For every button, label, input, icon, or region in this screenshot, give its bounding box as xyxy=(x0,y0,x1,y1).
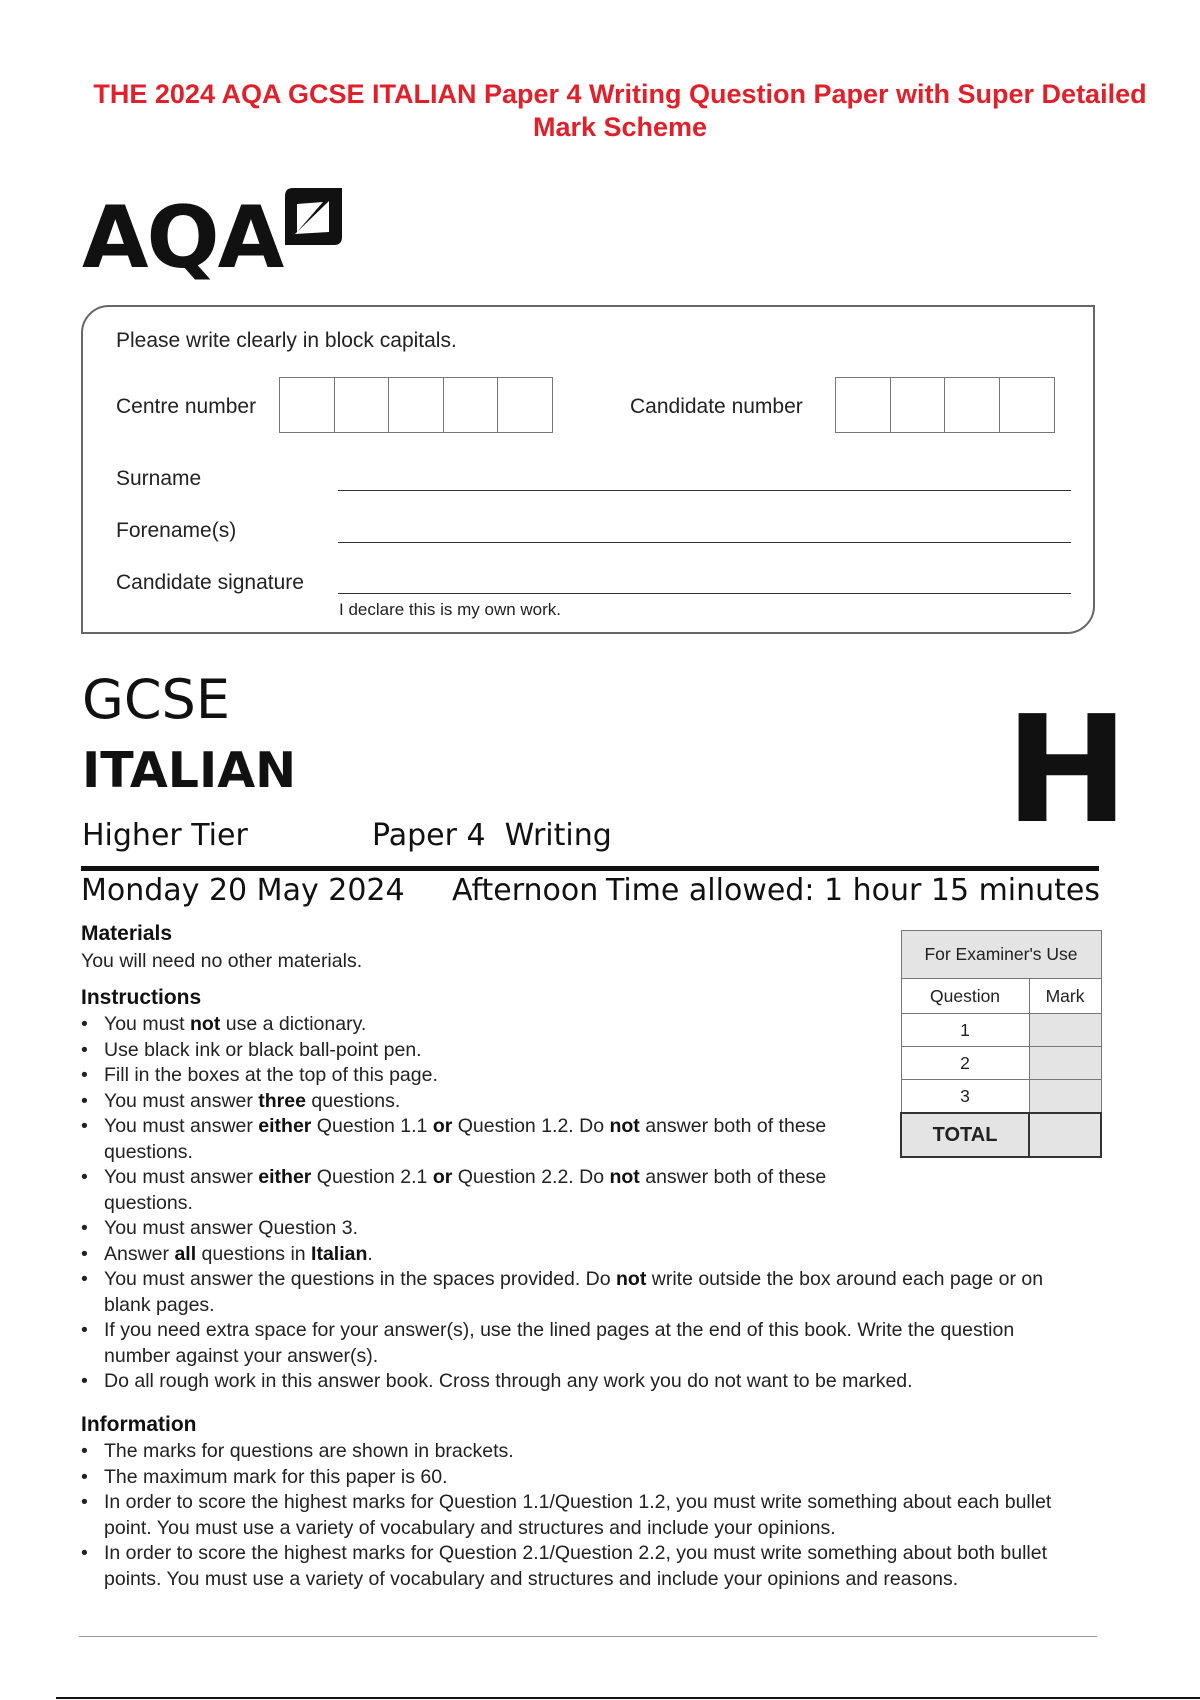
candidate-details-box xyxy=(81,305,1095,634)
tier-label: Higher Tier xyxy=(82,818,248,853)
candidate-number-boxes[interactable] xyxy=(835,377,1053,433)
candidate-number-label: Candidate number xyxy=(630,395,803,418)
signature-line[interactable] xyxy=(338,593,1071,594)
instruction-emphasis: not xyxy=(190,1013,221,1035)
instruction-text: You must answer xyxy=(104,1166,259,1188)
forename-line[interactable] xyxy=(338,542,1071,543)
examiner-table-title: For Examiner's Use xyxy=(901,931,1101,979)
exam-date: Monday 20 May 2024 xyxy=(81,873,405,908)
instruction-emphasis: either xyxy=(258,1115,312,1137)
instruction-item xyxy=(81,1267,1081,1318)
instruction-text: Question 2.1 xyxy=(311,1166,433,1188)
instruction-text: use a dictionary. xyxy=(220,1013,367,1035)
table-row xyxy=(901,1047,1101,1080)
instruction-emphasis: either xyxy=(258,1166,312,1188)
mark-column-header: Mark xyxy=(1029,979,1101,1014)
total-row xyxy=(901,1113,1101,1157)
table-row xyxy=(901,1014,1101,1047)
instruction-emphasis: not xyxy=(609,1115,640,1137)
block-capitals-instruction: Please write clearly in block capitals. xyxy=(116,329,457,352)
instruction-emphasis: all xyxy=(174,1242,197,1265)
instruction-text: Fill in the boxes at the top of this page. xyxy=(104,1064,438,1086)
aqa-logo-mark-icon xyxy=(285,188,342,245)
question-number-cell: 3 xyxy=(901,1080,1029,1114)
paper-label: Paper 4 Writing xyxy=(372,818,612,853)
mark-cell xyxy=(1029,1047,1101,1080)
instruction-text: Question 1.2. Do xyxy=(452,1115,610,1137)
banner-line-2: Mark Scheme xyxy=(532,112,708,142)
total-mark-cell xyxy=(1029,1113,1101,1157)
aqa-logo xyxy=(82,188,352,288)
total-label: TOTAL xyxy=(901,1113,1029,1157)
table-row xyxy=(901,1080,1101,1114)
instruction-emphasis: Italian xyxy=(311,1242,368,1265)
subject-title: ITALIAN xyxy=(82,742,297,799)
instruction-emphasis: or xyxy=(432,1166,453,1188)
information-item: • In order to score the highest marks for Question 1.1/Question 1.2, you must write something about each bullet point. You must use a variety of vocabulary and structures and include your opinions. xyxy=(81,1490,1081,1541)
banner-line-1: THE 2024 AQA GCSE ITALIAN Paper 4 Writing Question Paper with Super Detailed xyxy=(93,79,1147,109)
centre-number-cell[interactable] xyxy=(334,377,390,433)
qualification-title: GCSE xyxy=(82,668,230,731)
instruction-text: You must answer xyxy=(104,1089,259,1112)
page-bottom-edge xyxy=(56,1697,1200,1699)
instruction-text: You must answer the questions in the spaces provided. Do xyxy=(104,1268,616,1290)
instruction-text: You must answer Question 3. xyxy=(104,1217,359,1239)
instruction-text: write outside the box around each page or on blank pages. xyxy=(104,1268,1044,1316)
exam-session: Afternoon xyxy=(452,873,599,908)
centre-number-label: Centre number xyxy=(116,395,257,418)
instruction-item xyxy=(81,1369,1081,1395)
instruction-text: Answer xyxy=(104,1242,175,1265)
centre-number-boxes[interactable] xyxy=(279,377,552,433)
instruction-text: Question 1.1 xyxy=(311,1115,433,1137)
materials-text: You will need no other materials. xyxy=(81,950,363,972)
examiner-use-table xyxy=(900,930,1102,1158)
instruction-emphasis: or xyxy=(432,1115,453,1137)
instruction-emphasis: not xyxy=(609,1166,640,1188)
information-item: • The maximum mark for this paper is 60. xyxy=(81,1465,1081,1491)
information-item: • The marks for questions are shown in brackets. xyxy=(81,1439,1081,1465)
declaration-text: I declare this is my own work. xyxy=(339,600,562,619)
candidate-number-cell[interactable] xyxy=(999,377,1055,433)
instruction-item xyxy=(81,1216,1081,1242)
surname-label: Surname xyxy=(116,467,202,490)
instruction-item xyxy=(81,1242,1081,1268)
instruction-text: questions. xyxy=(305,1089,401,1112)
information-list xyxy=(81,1439,1081,1592)
instruction-text: Question 2.2. Do xyxy=(452,1166,610,1188)
header-divider xyxy=(81,866,1099,871)
centre-number-cell[interactable] xyxy=(443,377,499,433)
document-banner-title xyxy=(0,78,1200,144)
information-item: • In order to score the highest marks for Question 2.1/Question 2.2, you must write something about both bullet points. You must use a variety of vocabulary and structures and include your opinions and reasons. xyxy=(81,1541,1081,1592)
signature-label: Candidate signature xyxy=(116,571,304,594)
instruction-text: If you need extra space for your answer(s), use the lined pages at the end of this book. Write the question number against your answer(s). xyxy=(104,1319,1015,1367)
instruction-text: questions in xyxy=(196,1242,312,1265)
mark-cell xyxy=(1029,1080,1101,1114)
candidate-number-cell[interactable] xyxy=(944,377,1000,433)
mark-cell xyxy=(1029,1014,1101,1047)
instruction-item xyxy=(81,1318,1081,1369)
materials-heading: Materials xyxy=(81,922,173,945)
question-number-cell: 2 xyxy=(901,1047,1029,1080)
centre-number-cell[interactable] xyxy=(388,377,444,433)
question-column-header: Question xyxy=(901,979,1029,1014)
instruction-text: answer both of these questions. xyxy=(104,1115,827,1163)
instruction-emphasis: three xyxy=(258,1089,306,1112)
instruction-text: Use black ink or black ball-point pen. xyxy=(104,1038,422,1061)
instruction-text: . xyxy=(367,1242,373,1265)
instruction-item xyxy=(81,1165,854,1216)
tier-letter: H xyxy=(1005,684,1129,856)
time-allowed: Time allowed: 1 hour 15 minutes xyxy=(605,873,1100,908)
surname-line[interactable] xyxy=(338,490,1071,491)
information-heading: Information xyxy=(81,1413,197,1436)
centre-number-cell[interactable] xyxy=(497,377,553,433)
instructions-heading: Instructions xyxy=(81,986,202,1009)
instruction-text: Do all rough work in this answer book. Cross through any work you do not want to be marked. xyxy=(104,1370,913,1392)
footer-divider xyxy=(79,1636,1097,1637)
instruction-text: You must xyxy=(104,1013,190,1035)
aqa-logo-text: AQA xyxy=(82,188,283,288)
centre-number-cell[interactable] xyxy=(279,377,335,433)
candidate-number-cell[interactable] xyxy=(890,377,946,433)
candidate-number-cell[interactable] xyxy=(835,377,891,433)
instruction-emphasis: not xyxy=(616,1268,647,1290)
instruction-text: You must answer xyxy=(104,1115,259,1137)
forename-label: Forename(s) xyxy=(116,519,237,542)
instruction-text: answer both of these questions. xyxy=(104,1166,827,1214)
question-number-cell: 1 xyxy=(901,1014,1029,1047)
instruction-item xyxy=(81,1114,854,1165)
